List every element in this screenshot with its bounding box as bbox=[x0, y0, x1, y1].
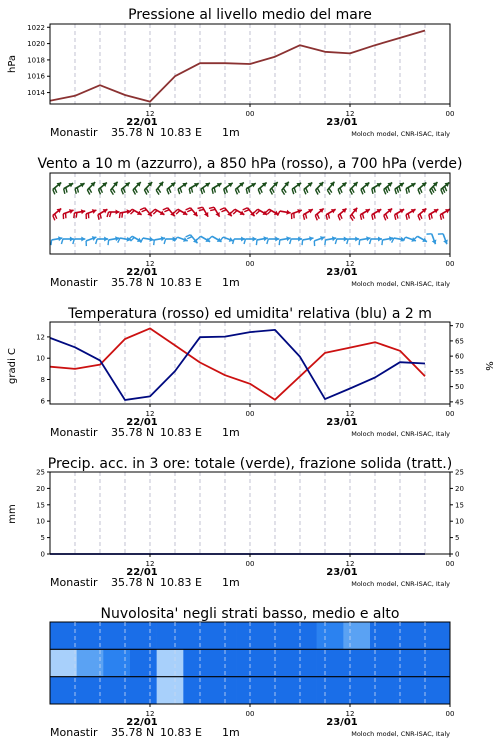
wind-barb bbox=[370, 237, 383, 245]
date-label: 22/01 bbox=[126, 267, 158, 278]
humidity-y-tick-label: 65 bbox=[455, 337, 464, 346]
wind-barb bbox=[107, 210, 120, 218]
wind-barb bbox=[133, 182, 141, 194]
date-label: 23/01 bbox=[326, 267, 358, 278]
wind-barb bbox=[282, 182, 289, 195]
cloud-cell bbox=[397, 649, 424, 676]
station-latitude: 35.78 N bbox=[111, 126, 155, 139]
wind-barb bbox=[270, 182, 278, 194]
panel-frame bbox=[50, 322, 450, 404]
wind-barb bbox=[128, 209, 141, 215]
cloud-cell bbox=[290, 677, 317, 704]
temperature-y-tick-label: 10 bbox=[36, 354, 45, 363]
wind-barb bbox=[53, 208, 61, 220]
station-longitude: 10.83 E bbox=[160, 126, 202, 139]
date-label: 23/01 bbox=[326, 417, 358, 428]
wind-barb bbox=[338, 182, 346, 194]
humidity-y-tick-label: 60 bbox=[455, 352, 464, 361]
cloud-cell bbox=[50, 622, 77, 649]
cloud-cell bbox=[397, 622, 424, 649]
wind-barb bbox=[212, 183, 222, 194]
wind-barb bbox=[246, 183, 256, 194]
cloud-cell bbox=[317, 677, 344, 704]
cloud-cell bbox=[130, 649, 157, 676]
cloud-cell bbox=[130, 622, 157, 649]
wind-barb bbox=[406, 183, 416, 194]
wind-barb bbox=[186, 208, 198, 216]
cloud-cell bbox=[183, 677, 210, 704]
precip-y-tick-label-left: 25 bbox=[36, 468, 45, 477]
cloud-cell bbox=[210, 622, 237, 649]
cloud-cell bbox=[423, 677, 450, 704]
station-name: Monastir bbox=[50, 126, 98, 139]
wind-barb bbox=[98, 209, 108, 220]
wind-barb bbox=[338, 208, 346, 220]
wind-barb bbox=[156, 182, 163, 195]
wind-barb bbox=[96, 237, 109, 245]
x-tick-label: 12 bbox=[145, 410, 155, 418]
date-label: 22/01 bbox=[126, 417, 158, 428]
wind-barb bbox=[372, 209, 382, 220]
wind-barb bbox=[111, 182, 118, 195]
precip-y-tick-label-left: 20 bbox=[36, 484, 45, 493]
model-credit: Moloch model, CNR-ISAC, Italy bbox=[351, 730, 450, 738]
cloud-cell bbox=[103, 622, 130, 649]
date-label: 22/01 bbox=[126, 717, 158, 728]
wind-barb bbox=[154, 236, 165, 245]
station-altitude: 1m bbox=[222, 726, 240, 739]
cloud-cell bbox=[77, 649, 104, 676]
date-label: 22/01 bbox=[126, 567, 158, 578]
x-tick-label: 00 bbox=[445, 110, 455, 118]
pressure-y-tick-label: 1016 bbox=[27, 72, 45, 81]
precip-y-tick-label-right: 25 bbox=[455, 468, 464, 477]
temperature-y-tick-label: 6 bbox=[40, 397, 45, 406]
temperature-y-axis-label: gradi C bbox=[7, 348, 18, 384]
precipitation-chart-title: Precip. acc. in 3 ore: totale (verde), frazione solida (tratt.) bbox=[47, 456, 453, 472]
wind-barb bbox=[430, 182, 438, 194]
wind-barb bbox=[256, 236, 267, 245]
wind-barb bbox=[231, 209, 244, 215]
cloud-cell bbox=[50, 649, 77, 676]
x-tick-label: 12 bbox=[345, 110, 355, 118]
x-tick-label: 00 bbox=[445, 560, 455, 568]
station-longitude: 10.83 E bbox=[160, 576, 202, 589]
cloud-cell bbox=[263, 622, 290, 649]
humidity-y-axis-label: % bbox=[483, 361, 494, 371]
wind-barb bbox=[372, 183, 382, 194]
wind-barb bbox=[224, 183, 233, 194]
wind-barb bbox=[361, 182, 369, 194]
wind-barb bbox=[51, 236, 62, 245]
x-tick-label: 00 bbox=[245, 260, 255, 268]
cloud-cell bbox=[183, 649, 210, 676]
precip-y-tick-label-left: 15 bbox=[36, 501, 45, 510]
wind-barb bbox=[198, 207, 209, 217]
temperature-chart-title: Temperatura (rosso) ed umidita' relativa (blu) a 2 m bbox=[68, 306, 432, 322]
wind-barb bbox=[220, 237, 233, 242]
precipitation-y-axis-label: mm bbox=[7, 504, 18, 524]
wind-barb bbox=[163, 208, 175, 216]
wind-barb bbox=[144, 182, 152, 194]
cloud-cell bbox=[210, 677, 237, 704]
panel-frame bbox=[50, 472, 450, 554]
pressure-line bbox=[50, 31, 425, 102]
wind-barb bbox=[440, 209, 450, 220]
wind-barb bbox=[141, 237, 154, 243]
wind-barb bbox=[108, 236, 119, 245]
wind-barb bbox=[384, 208, 392, 220]
wind-barb bbox=[86, 209, 96, 219]
station-name: Monastir bbox=[50, 276, 98, 289]
cloud-cell bbox=[157, 622, 184, 649]
cloud-cell bbox=[77, 622, 104, 649]
wind-barb bbox=[267, 237, 280, 245]
humidity-y-tick-label: 45 bbox=[455, 398, 464, 407]
x-tick-label: 00 bbox=[445, 410, 455, 418]
x-tick-label: 12 bbox=[145, 110, 155, 118]
cloud-cell bbox=[77, 677, 104, 704]
x-tick-label: 00 bbox=[245, 560, 255, 568]
wind-barb bbox=[303, 209, 313, 220]
x-tick-label: 12 bbox=[345, 260, 355, 268]
wind-barb bbox=[189, 183, 199, 194]
model-credit: Moloch model, CNR-ISAC, Italy bbox=[351, 430, 450, 438]
cloud-cell bbox=[397, 677, 424, 704]
station-altitude: 1m bbox=[222, 576, 240, 589]
wind-barb bbox=[384, 182, 392, 194]
cloud-cell bbox=[343, 622, 370, 649]
wind-barb bbox=[235, 182, 243, 194]
station-latitude: 35.78 N bbox=[111, 426, 155, 439]
cloud-cell bbox=[130, 677, 157, 704]
wind-barb bbox=[350, 208, 357, 221]
cloud-cell bbox=[290, 622, 317, 649]
wind-barb bbox=[426, 234, 436, 244]
wind-barb bbox=[304, 182, 312, 194]
station-altitude: 1m bbox=[222, 276, 240, 289]
wind-barb bbox=[350, 182, 358, 194]
pressure-y-tick-label: 1018 bbox=[27, 56, 45, 65]
precip-y-tick-label-right: 15 bbox=[455, 501, 464, 510]
cloud-cell bbox=[290, 649, 317, 676]
date-label: 23/01 bbox=[326, 717, 358, 728]
cloud-cell bbox=[343, 677, 370, 704]
wind-barb bbox=[395, 209, 405, 220]
station-name: Monastir bbox=[50, 726, 98, 739]
pressure-chart-title: Pressione al livello medio del mare bbox=[128, 7, 372, 23]
wind-barb bbox=[359, 236, 370, 245]
precip-y-tick-label-right: 5 bbox=[455, 534, 460, 543]
station-longitude: 10.83 E bbox=[160, 426, 202, 439]
humidity-line bbox=[50, 330, 425, 400]
humidity-y-tick-label: 50 bbox=[455, 383, 464, 392]
x-tick-label: 00 bbox=[245, 710, 255, 718]
wind-barb bbox=[441, 182, 449, 194]
cloud-chart-title: Nuvolosita' negli strati basso, medio e alto bbox=[100, 606, 400, 622]
wind-barb bbox=[316, 182, 324, 194]
station-altitude: 1m bbox=[222, 126, 240, 139]
wind-barb bbox=[326, 209, 336, 220]
wind-barb bbox=[209, 207, 220, 217]
precip-y-tick-label-right: 0 bbox=[455, 550, 460, 559]
wind-chart-title: Vento a 10 m (azzurro), a 850 hPa (rosso), a 700 hPa (verde) bbox=[37, 156, 463, 172]
wind-barb bbox=[220, 208, 232, 216]
wind-barb bbox=[74, 209, 85, 218]
cloud-cell bbox=[263, 677, 290, 704]
x-tick-label: 12 bbox=[145, 560, 155, 568]
cloud-cell bbox=[423, 649, 450, 676]
cloud-cell bbox=[157, 649, 184, 676]
wind-barb bbox=[315, 208, 323, 220]
wind-barb bbox=[302, 236, 313, 245]
wind-barb bbox=[167, 182, 175, 194]
humidity-y-tick-label: 55 bbox=[455, 367, 464, 376]
x-tick-label: 12 bbox=[345, 710, 355, 718]
date-label: 22/01 bbox=[126, 117, 158, 128]
cloud-cell bbox=[370, 622, 397, 649]
wind-barb bbox=[429, 209, 439, 220]
cloud-cell bbox=[370, 649, 397, 676]
cloud-cell bbox=[183, 622, 210, 649]
wind-barb bbox=[64, 183, 74, 194]
cloud-cell bbox=[317, 649, 344, 676]
station-name: Monastir bbox=[50, 576, 98, 589]
wind-barb bbox=[360, 209, 370, 220]
precip-y-tick-label-left: 0 bbox=[40, 550, 45, 559]
precip-y-tick-label-right: 20 bbox=[455, 484, 464, 493]
cloud-cell bbox=[50, 677, 77, 704]
wind-barb bbox=[325, 236, 336, 245]
x-tick-label: 12 bbox=[345, 560, 355, 568]
x-tick-label: 12 bbox=[145, 260, 155, 268]
station-longitude: 10.83 E bbox=[160, 276, 202, 289]
cloud-cell bbox=[343, 649, 370, 676]
station-longitude: 10.83 E bbox=[160, 726, 202, 739]
wind-barb bbox=[233, 237, 246, 245]
wind-barb bbox=[186, 235, 198, 243]
wind-barb bbox=[314, 236, 324, 246]
precip-y-tick-label-left: 5 bbox=[40, 534, 45, 543]
precip-y-tick-label-right: 10 bbox=[455, 517, 464, 526]
x-tick-label: 12 bbox=[145, 710, 155, 718]
x-tick-label: 00 bbox=[445, 260, 455, 268]
wind-barb bbox=[277, 210, 290, 216]
cloud-cell bbox=[370, 677, 397, 704]
wind-barb bbox=[201, 183, 210, 194]
cloud-cell bbox=[317, 622, 344, 649]
cloud-cell bbox=[103, 677, 130, 704]
wind-barb bbox=[86, 236, 96, 246]
date-label: 23/01 bbox=[326, 567, 358, 578]
pressure-y-tick-label: 1020 bbox=[27, 40, 45, 49]
wind-barb bbox=[98, 182, 106, 194]
cloud-cell bbox=[103, 649, 130, 676]
station-latitude: 35.78 N bbox=[111, 276, 155, 289]
wind-barb bbox=[406, 209, 416, 220]
x-tick-label: 00 bbox=[245, 410, 255, 418]
cloud-cell bbox=[263, 649, 290, 676]
precip-y-tick-label-left: 10 bbox=[36, 517, 45, 526]
wind-barb bbox=[382, 236, 393, 245]
humidity-y-tick-label: 70 bbox=[455, 322, 464, 331]
cloud-cell bbox=[210, 649, 237, 676]
wind-barb bbox=[178, 183, 187, 194]
cloud-cell bbox=[157, 677, 184, 704]
wind-barb bbox=[87, 182, 95, 194]
x-tick-label: 00 bbox=[245, 110, 255, 118]
wind-barb bbox=[75, 183, 85, 194]
wind-barb bbox=[151, 209, 164, 215]
wind-barb bbox=[335, 237, 348, 245]
cloud-cell bbox=[423, 622, 450, 649]
wind-barb bbox=[121, 182, 129, 194]
temperature-line bbox=[50, 328, 425, 399]
wind-barb bbox=[279, 236, 290, 245]
model-credit: Moloch model, CNR-ISAC, Italy bbox=[351, 130, 450, 138]
wind-barb bbox=[347, 237, 360, 245]
wind-barb bbox=[53, 182, 61, 194]
wind-barb bbox=[243, 208, 255, 216]
x-tick-label: 00 bbox=[445, 710, 455, 718]
date-label: 23/01 bbox=[326, 117, 358, 128]
pressure-y-tick-label: 1014 bbox=[27, 89, 45, 98]
station-altitude: 1m bbox=[222, 426, 240, 439]
wind-barb bbox=[327, 182, 334, 195]
temperature-y-tick-label: 8 bbox=[40, 376, 45, 385]
wind-barb bbox=[258, 182, 266, 194]
station-name: Monastir bbox=[50, 426, 98, 439]
model-credit: Moloch model, CNR-ISAC, Italy bbox=[351, 280, 450, 288]
wind-barb bbox=[174, 209, 187, 215]
wind-barb bbox=[438, 234, 448, 244]
wind-barb bbox=[174, 237, 187, 242]
pressure-y-tick-label: 1022 bbox=[27, 23, 45, 32]
model-credit: Moloch model, CNR-ISAC, Italy bbox=[351, 580, 450, 588]
wind-barb bbox=[63, 209, 73, 219]
wind-barb bbox=[61, 237, 74, 245]
temperature-y-tick-label: 12 bbox=[36, 333, 45, 342]
wind-barb bbox=[395, 183, 404, 194]
pressure-y-axis-label: hPa bbox=[7, 54, 18, 74]
station-latitude: 35.78 N bbox=[111, 726, 155, 739]
station-latitude: 35.78 N bbox=[111, 576, 155, 589]
x-tick-label: 12 bbox=[345, 410, 355, 418]
